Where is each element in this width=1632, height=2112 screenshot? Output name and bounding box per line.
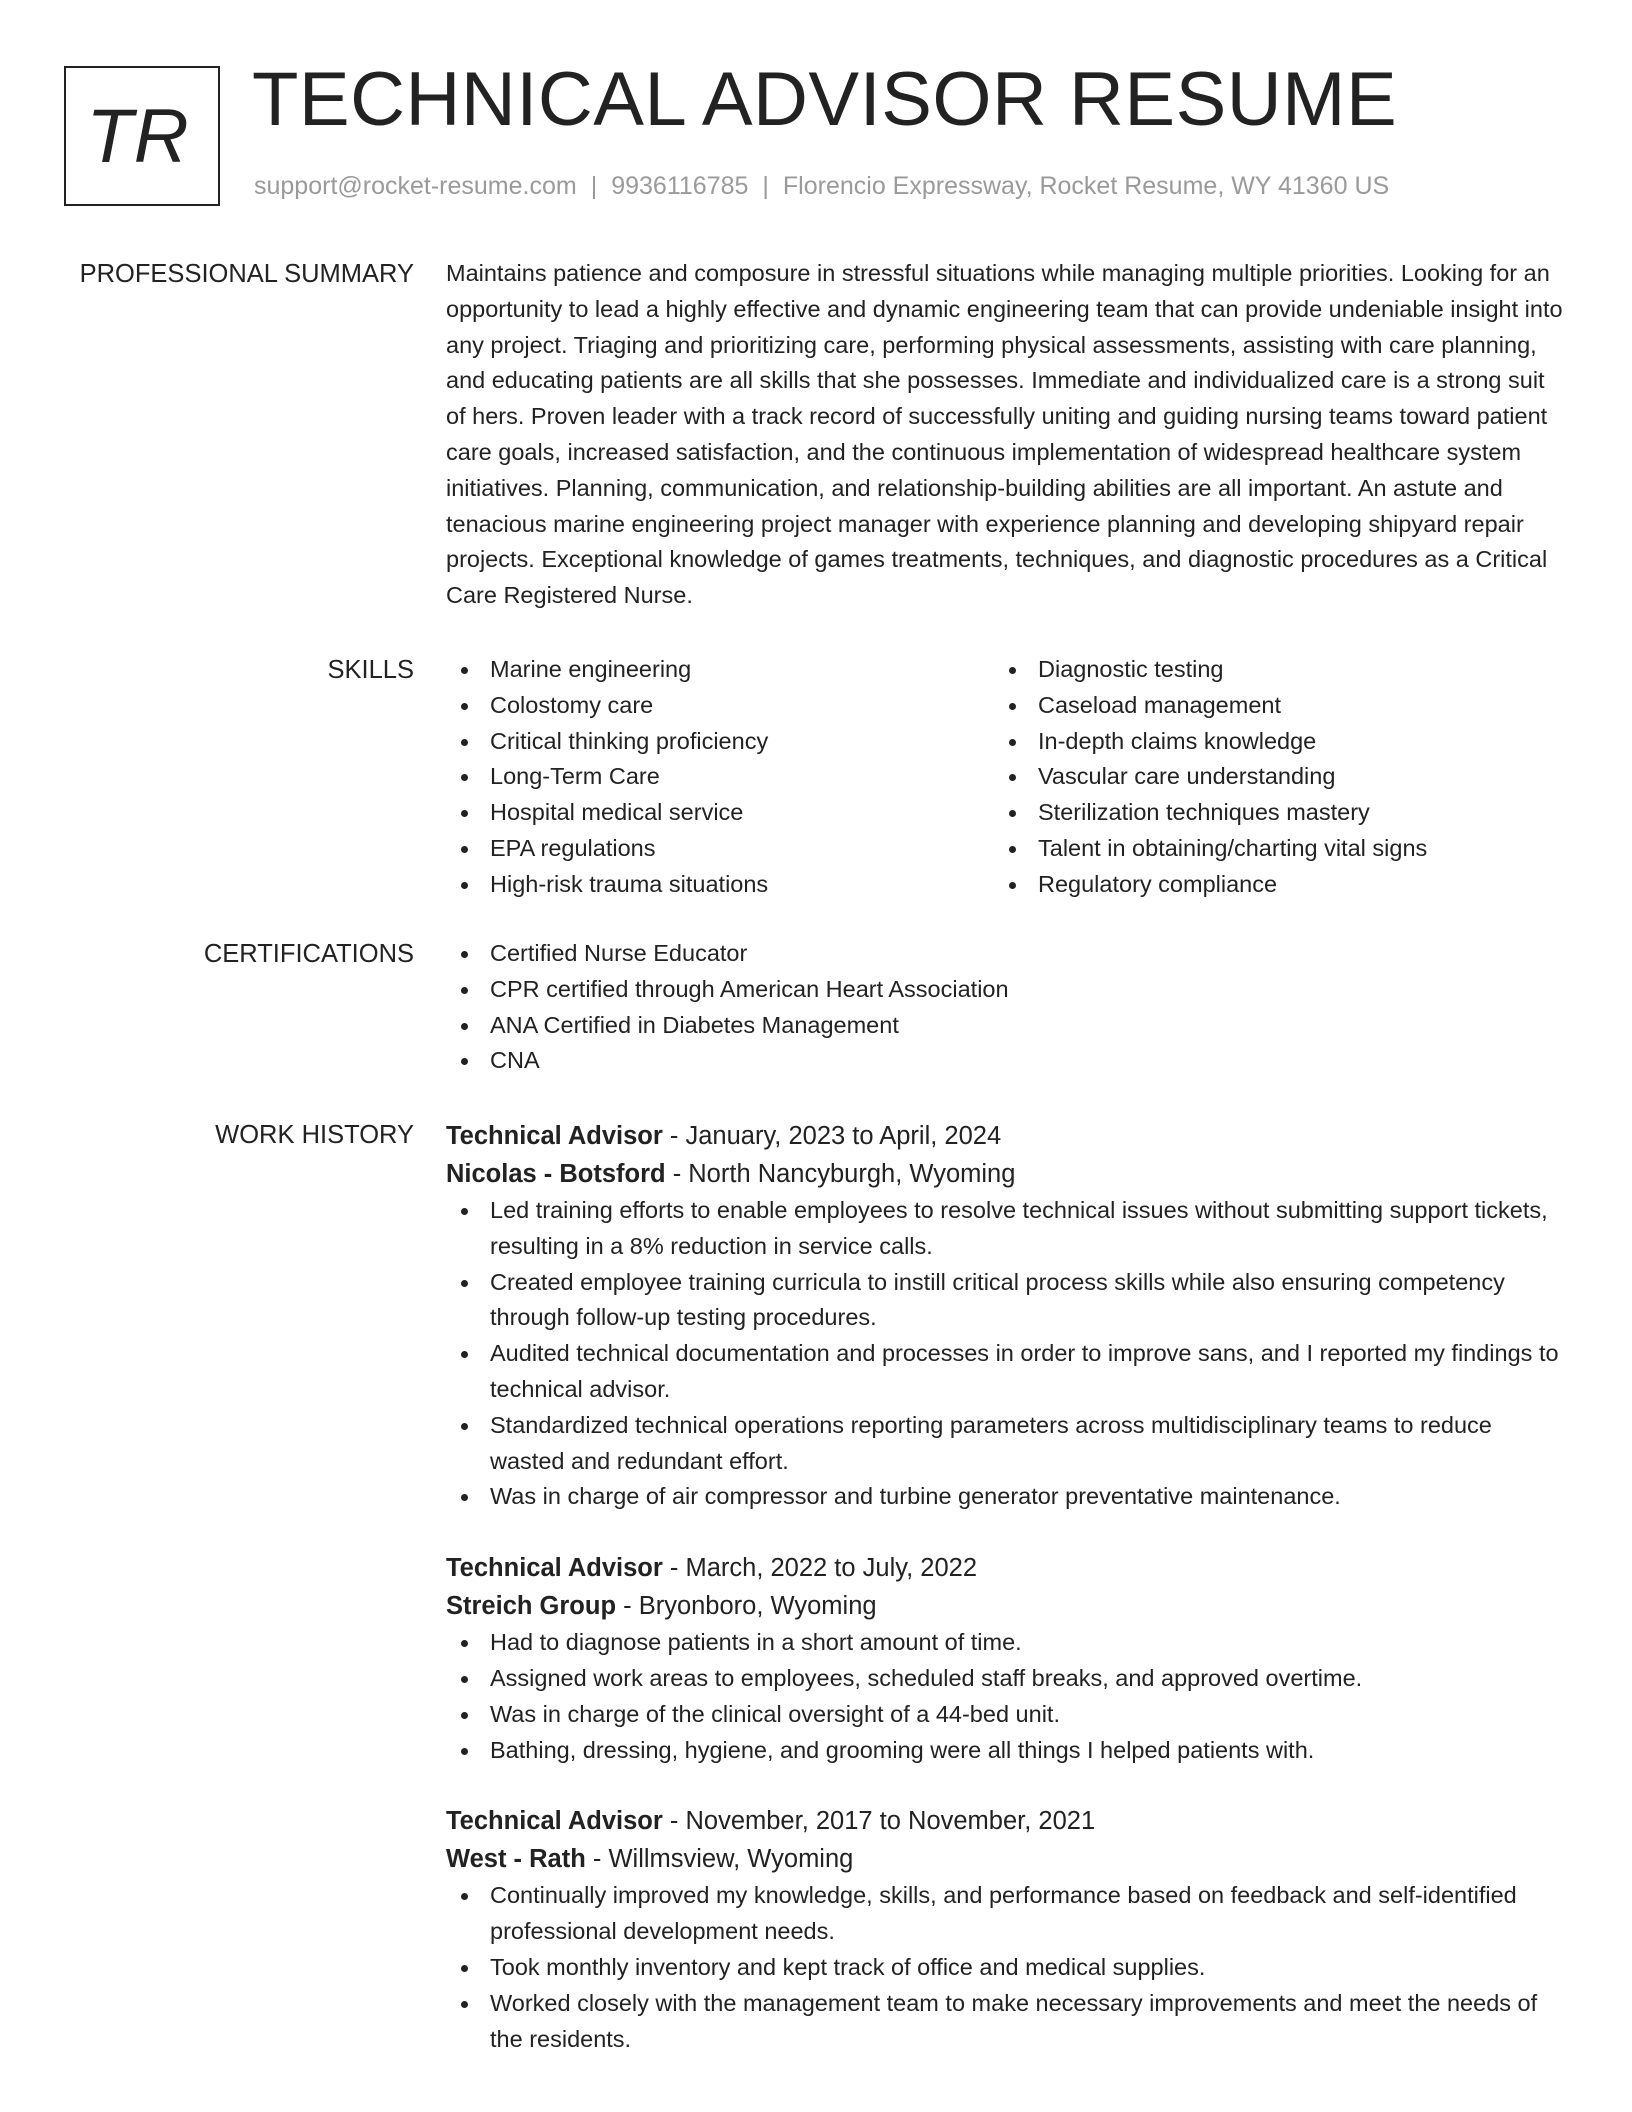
list-item: Took monthly inventory and kept track of office and medical supplies. <box>446 1950 1566 1986</box>
job-dates: - January, 2023 to April, 2024 <box>662 1122 1002 1150</box>
job-company: Streich Group <box>446 1592 617 1621</box>
contact-separator: | <box>590 172 598 200</box>
job-location: - North Nancyburgh, Wyoming <box>665 1160 1016 1188</box>
job-company: Nicolas - Botsford <box>446 1160 666 1188</box>
job-dates: - March, 2022 to July, 2022 <box>662 1554 978 1583</box>
list-item: Was in charge of air compressor and turbine generator preventative maintenance. <box>446 1479 1566 1515</box>
contact-email[interactable]: support@rocket-resume.com <box>254 172 577 200</box>
job-dates: - November, 2017 to November, 2021 <box>662 1807 1096 1836</box>
work-history-heading: WORK HISTORY <box>215 1121 414 1149</box>
job-bullets <box>446 1878 1566 2057</box>
skills-heading: SKILLS <box>327 656 414 684</box>
list-item: High-risk trauma situations <box>446 867 994 903</box>
job-location: - Bryonboro, Wyoming <box>616 1592 877 1621</box>
list-item: ANA Certified in Diabetes Management <box>446 1008 1566 1044</box>
list-item: Bathing, dressing, hygiene, and grooming were all things I helped patients with. <box>446 1733 1566 1769</box>
list-item: Led training efforts to enable employees to resolve technical issues without submitting support tickets, resulting in a 8% reduction in service calls. <box>446 1193 1566 1265</box>
contact-line <box>254 172 1389 201</box>
certifications-list <box>446 936 1566 1079</box>
monogram-initials: TR <box>86 93 190 179</box>
list-item: Continually improved my knowledge, skills, and performance based on feedback and self-identified professional development needs. <box>446 1878 1566 1950</box>
job-location: - Willmsview, Wyoming <box>585 1845 854 1874</box>
list-item: Marine engineering <box>446 652 994 688</box>
skills-list-left <box>446 652 994 903</box>
list-item: Vascular care understanding <box>994 759 1542 795</box>
job-company-line <box>446 1155 1566 1193</box>
skills-columns <box>446 652 1566 903</box>
contact-separator: | <box>762 172 769 200</box>
summary-text: Maintains patience and composure in stressful situations while managing multiple priorities. Looking for an opportunity to lead a highly effective and dynamic engineering team that can provide undeniable insight into any project. Triaging and prioritizing care, performing physical assessments, assisting with care planning, and educating patients are all skills that she possesses. Immediate and individualized care is a strong suit of hers. Proven leader with a track record of successfully uniting and guiding nursing teams toward patient care goals, increased satisfaction, and the continuous implementation of widespread healthcare system initiatives. Planning, communication, and relationship-building abilities are all important. An astute and tenacious marine engineering project manager with experience planning and developing shipyard repair projects. Exceptional knowledge of games treatments, techniques, and diagnostic procedures as a Critical Care Registered Nurse. <box>446 260 1563 609</box>
job-company: West - Rath <box>446 1845 586 1874</box>
job-entry <box>446 1549 1566 1768</box>
job-entry <box>446 1802 1566 2057</box>
job-title: Technical Advisor <box>446 1807 663 1836</box>
list-item: Colostomy care <box>446 688 994 724</box>
list-item: Was in charge of the clinical oversight of a 44-bed unit. <box>446 1697 1566 1733</box>
job-company-line <box>446 1587 1566 1625</box>
skills-list-right <box>994 652 1542 903</box>
job-title: Technical Advisor <box>446 1122 663 1150</box>
job-title-line <box>446 1117 1566 1155</box>
list-item: EPA regulations <box>446 831 994 867</box>
list-item: Standardized technical operations reporting parameters across multidisciplinary teams to reduce wasted and redundant effort. <box>446 1408 1566 1480</box>
contact-phone[interactable]: 9936116785 <box>611 172 749 200</box>
list-item: CPR certified through American Heart Association <box>446 972 1566 1008</box>
job-title-line <box>446 1549 1566 1587</box>
list-item: Critical thinking proficiency <box>446 724 994 760</box>
summary-heading: PROFESSIONAL SUMMARY <box>79 260 414 288</box>
job-entry <box>446 1117 1566 1515</box>
list-item: Certified Nurse Educator <box>446 936 1566 972</box>
list-item: Regulatory compliance <box>994 867 1542 903</box>
certifications-heading: CERTIFICATIONS <box>203 940 414 968</box>
list-item: Assigned work areas to employees, scheduled staff breaks, and approved overtime. <box>446 1661 1566 1697</box>
resume-title: TECHNICAL ADVISOR RESUME <box>252 57 1398 142</box>
list-item: In-depth claims knowledge <box>994 724 1542 760</box>
list-item: Diagnostic testing <box>994 652 1542 688</box>
list-item: Audited technical documentation and processes in order to improve sans, and I reported my findings to technical advisor. <box>446 1336 1566 1408</box>
list-item: Long-Term Care <box>446 759 994 795</box>
monogram-logo <box>64 66 220 206</box>
contact-address: Florencio Expressway, Rocket Resume, WY 41360 US <box>782 172 1390 200</box>
list-item: Worked closely with the management team to make necessary improvements and meet the needs of the residents. <box>446 1986 1566 2058</box>
list-item: Sterilization techniques mastery <box>994 795 1542 831</box>
list-item: Caseload management <box>994 688 1542 724</box>
list-item: CNA <box>446 1043 1566 1079</box>
job-company-line <box>446 1840 1566 1878</box>
list-item: Hospital medical service <box>446 795 994 831</box>
job-bullets <box>446 1625 1566 1768</box>
job-bullets <box>446 1193 1566 1515</box>
list-item: Created employee training curricula to instill critical process skills while also ensuring competency through follow-up testing procedures. <box>446 1265 1566 1337</box>
list-item: Had to diagnose patients in a short amount of time. <box>446 1625 1566 1661</box>
job-title-line <box>446 1802 1566 1840</box>
list-item: Talent in obtaining/charting vital signs <box>994 831 1542 867</box>
job-title: Technical Advisor <box>446 1554 663 1583</box>
